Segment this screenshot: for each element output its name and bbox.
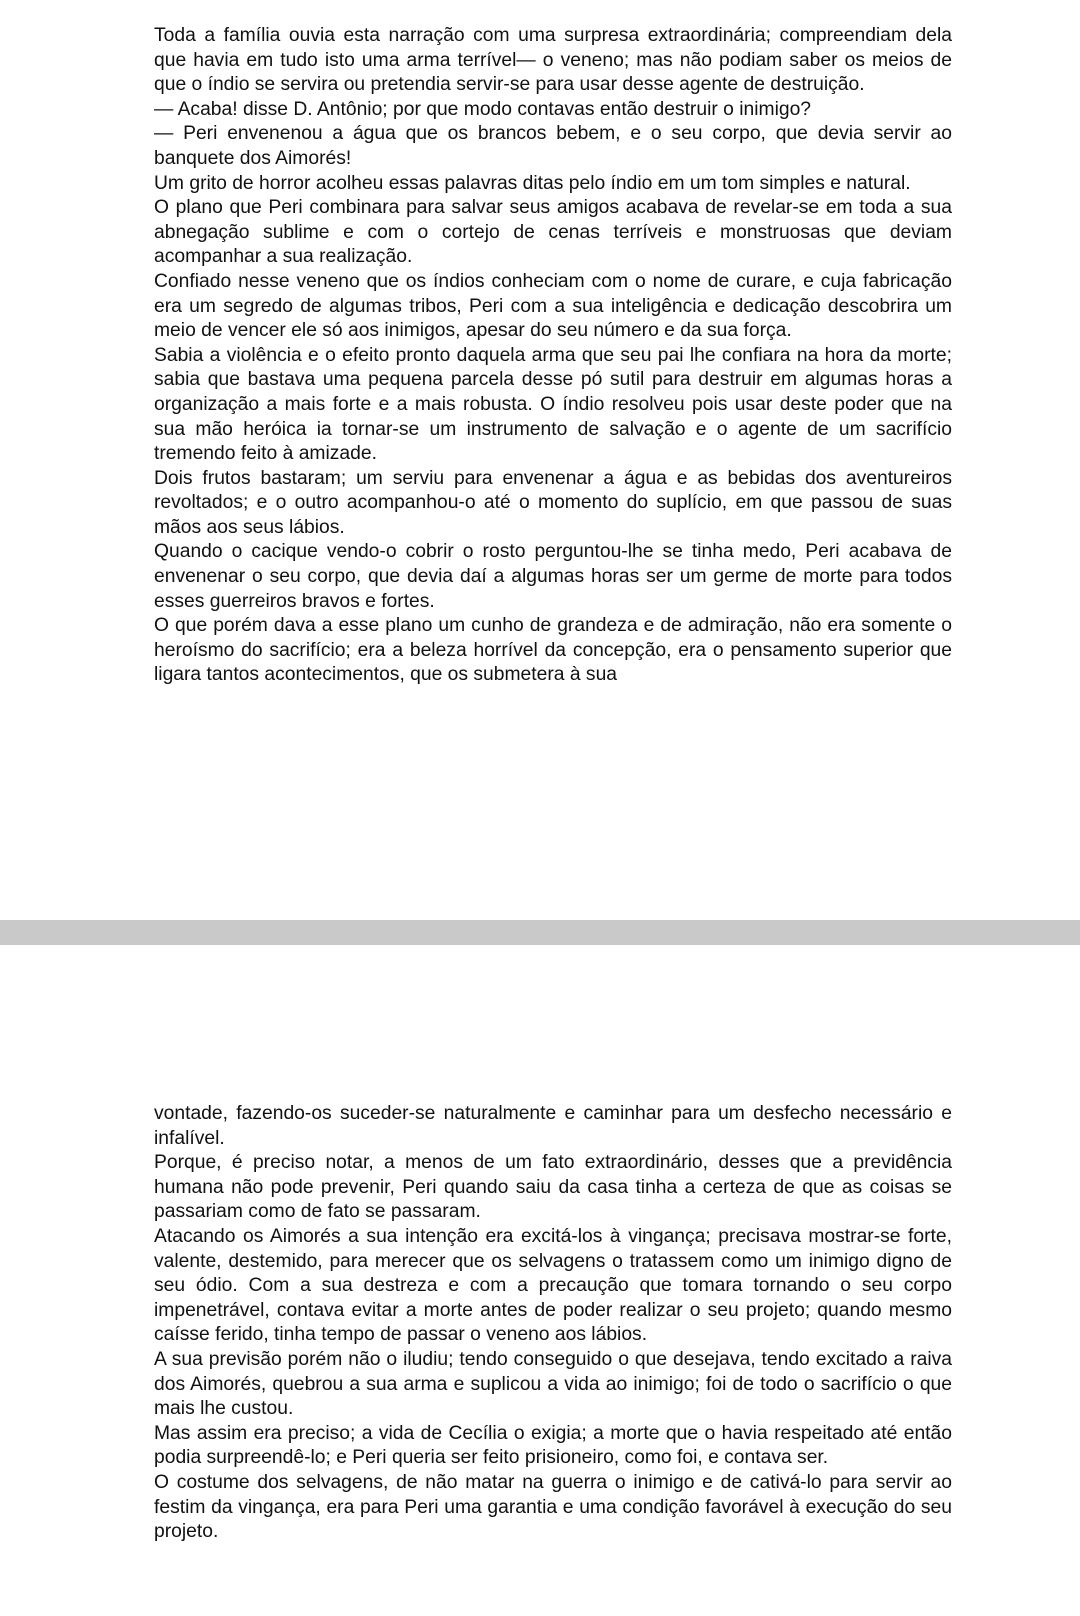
paragraph: — Acaba! disse D. Antônio; por que modo contavas então destruir o inimigo?: [154, 98, 812, 120]
paragraph: O plano que Peri combinara para salvar seus amigos acabava de revelar-se em toda a sua abnegação sublime e com o cortejo de cenas terríveis e monstruosas que deviam acompanhar a sua realização.: [154, 197, 952, 268]
paragraph: vontade, fazendo-os suceder-se naturalmente e caminhar para um desfecho necessário e infalível.: [154, 1103, 952, 1149]
paragraph: Sabia a violência e o efeito pronto daquela arma que seu pai lhe confiara na hora da morte; sabia que bastava uma pequena parcela desse pó sutil para destruir em algumas horas a organização a mais forte e a mais robusta. O índio resolveu pois usar deste poder que na sua mão heróica ia tornar-se um instrumento de salvação e o agente de um sacrifício tremendo feito à amizade.: [154, 344, 952, 465]
paragraph: Atacando os Aimorés a sua intenção era excitá-los à vingança; precisava mostrar-se forte, valente, destemido, para merecer que os selvagens o tratassem como um inimigo digno de seu ódio. Com a sua destreza e com a precaução que tomara tornando o seu corpo impenetrável, contava evitar a morte antes de poder realizar o seu projeto; quando mesmo caísse ferido, tinha tempo de passar o veneno aos lábios.: [154, 1225, 952, 1346]
paragraph: Porque, é preciso notar, a menos de um fato extraordinário, desses que a previdência humana não pode prevenir, Peri quando saiu da casa tinha a certeza de que as coisas se passariam como de fato se passaram.: [154, 1152, 952, 1223]
paragraph: Mas assim era preciso; a vida de Cecília o exigia; a morte que o havia respeitado até então podia surpreendê-lo; e Peri queria ser feito prisioneiro, como foi, e contava ser.: [154, 1422, 952, 1469]
bottom-text-block: [154, 1102, 952, 1545]
paragraph: Toda a família ouvia esta narração com uma surpresa extraordinária; compreendiam dela que havia em tudo isto uma arma terrível— o veneno; mas não podiam saber os meios de que o índio se servira ou pretendia servir-se para usar desse agente de destruição.: [154, 25, 952, 96]
top-text-block: [154, 24, 952, 688]
paragraph: Um grito de horror acolheu essas palavras ditas pelo índio em um tom simples e natural.: [154, 172, 911, 194]
paragraph: A sua previsão porém não o iludiu; tendo conseguido o que desejava, tendo excitado a raiva dos Aimorés, quebrou a sua arma e suplicou a vida ao inimigo; foi de todo o sacrifício o que mais lhe custou.: [154, 1348, 952, 1420]
paragraph: Confiado nesse veneno que os índios conheciam com o nome de curare, e cuja fabricação era um segredo de algumas tribos, Peri com a sua inteligência e dedicação descobrira um meio de vencer ele só aos inimigos, apesar do seu número e da sua força.: [154, 270, 952, 342]
paragraph: — Peri envenenou a água que os brancos bebem, e o seu corpo, que devia servir ao banquete dos Aimorés!: [154, 123, 952, 169]
paragraph: O que porém dava a esse plano um cunho de grandeza e de admiração, não era somente o heroísmo do sacrifício; era a beleza horrível da concepção, era o pensamento superior que ligara tantos acontecimentos, que os submetera à sua: [154, 615, 952, 686]
page-divider: [0, 920, 1080, 945]
paragraph: Quando o cacique vendo-o cobrir o rosto perguntou-lhe se tinha medo, Peri acabava de envenenar o seu corpo, que devia daí a algumas horas ser um germe de morte para todos esses guerreiros bravos e fortes.: [154, 541, 952, 612]
paragraph: Dois frutos bastaram; um serviu para envenenar a água e as bebidas dos aventureiros revoltados; e o outro acompanhou-o até o momento do suplício, em que passou de suas mãos aos seus lábios.: [154, 467, 952, 538]
paragraph: O costume dos selvagens, de não matar na guerra o inimigo e de cativá-lo para servir ao festim da vingança, era para Peri uma garantia e uma condição favorável à execução do seu projeto.: [154, 1471, 952, 1543]
